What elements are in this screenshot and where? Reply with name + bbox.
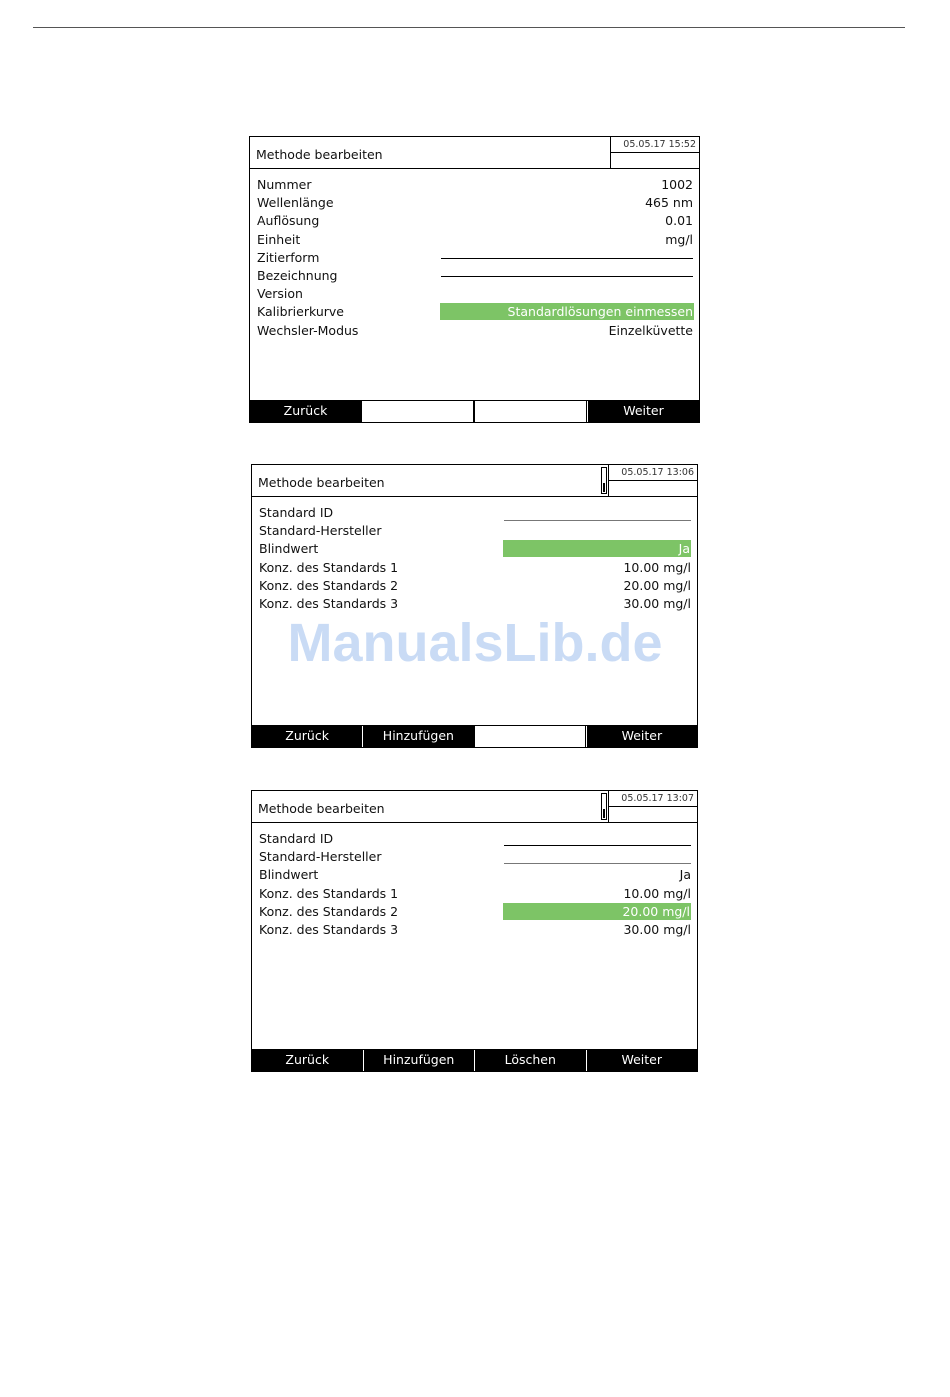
setting-label: Kalibrierkurve xyxy=(257,304,344,320)
setting-label: Auflösung xyxy=(257,213,320,229)
setting-row[interactable] xyxy=(252,848,697,866)
setting-value: 30.00 mg/l xyxy=(623,595,691,611)
empty-field-line[interactable] xyxy=(504,520,691,521)
softkey-bar xyxy=(250,400,699,422)
setting-label: Konz. des Standards 2 xyxy=(259,903,399,919)
setting-label: Bezeichnung xyxy=(257,267,338,283)
setting-row[interactable] xyxy=(250,249,699,267)
setting-row[interactable] xyxy=(250,231,699,249)
setting-label: Nummer xyxy=(257,177,312,192)
setting-value-selected[interactable]: Ja xyxy=(503,540,691,557)
screen-3-standards xyxy=(251,790,698,1072)
screen-1-method-edit xyxy=(249,136,700,423)
datetime-box xyxy=(608,465,697,496)
setting-row[interactable] xyxy=(252,522,697,540)
setting-value-selected[interactable]: 20.00 mg/l xyxy=(503,903,691,920)
settings-list xyxy=(252,830,697,939)
setting-label: Konz. des Standards 1 xyxy=(259,885,399,901)
setting-label: Zitierform xyxy=(257,249,320,265)
softkey-back[interactable]: Zurück xyxy=(250,401,361,422)
setting-value: Einzelküvette xyxy=(608,322,693,338)
setting-row-selected[interactable] xyxy=(250,303,699,321)
softkey-next[interactable]: Weiter xyxy=(587,401,699,422)
softkey-back[interactable]: Zurück xyxy=(252,726,362,747)
setting-row[interactable] xyxy=(250,267,699,285)
screen-2-standards xyxy=(251,464,698,748)
empty-field-line[interactable] xyxy=(441,258,693,259)
empty-field-line[interactable] xyxy=(504,863,691,864)
datetime-box xyxy=(610,137,699,168)
softkey-back[interactable]: Zurück xyxy=(252,1050,363,1071)
settings-list xyxy=(250,176,699,340)
watermark: ManualsLib.de xyxy=(287,613,663,673)
setting-row[interactable] xyxy=(250,212,699,230)
battery-icon xyxy=(601,467,607,494)
screen-header xyxy=(250,137,699,169)
setting-value: 0.01 xyxy=(665,213,693,229)
setting-value: 20.00 mg/l xyxy=(623,577,691,593)
softkey-delete[interactable]: Löschen xyxy=(474,1050,586,1071)
setting-value: 10.00 mg/l xyxy=(623,559,691,575)
battery-icon xyxy=(601,793,607,820)
setting-value: Ja xyxy=(679,867,691,883)
setting-value: 30.00 mg/l xyxy=(623,921,691,937)
setting-label: Standard ID xyxy=(259,831,334,846)
page-top-rule xyxy=(33,27,905,28)
setting-label: Standard ID xyxy=(259,505,334,520)
softkey-bar xyxy=(252,725,697,747)
softkey-empty[interactable] xyxy=(361,401,474,422)
setting-row[interactable] xyxy=(252,559,697,577)
setting-row[interactable] xyxy=(250,194,699,212)
setting-label: Einheit xyxy=(257,231,301,247)
softkey-empty[interactable] xyxy=(474,726,586,747)
setting-label: Konz. des Standards 1 xyxy=(259,559,399,575)
datetime: 05.05.17 13:06 xyxy=(621,467,694,478)
softkey-add[interactable]: Hinzufügen xyxy=(362,726,473,747)
screen-header xyxy=(252,791,697,823)
setting-row[interactable] xyxy=(252,504,697,522)
empty-field-line[interactable] xyxy=(441,276,693,277)
screen-title: Methode bearbeiten xyxy=(258,801,385,816)
setting-row[interactable] xyxy=(250,176,699,194)
setting-label: Konz. des Standards 3 xyxy=(259,921,399,937)
setting-row[interactable] xyxy=(252,577,697,595)
softkey-bar xyxy=(252,1049,697,1071)
setting-label: Wechsler-Modus xyxy=(257,322,359,338)
empty-field-line[interactable] xyxy=(504,845,691,846)
setting-value: 1002 xyxy=(661,177,693,192)
setting-label: Konz. des Standards 3 xyxy=(259,595,399,611)
setting-label: Konz. des Standards 2 xyxy=(259,577,399,593)
screen-header xyxy=(252,465,697,497)
datetime: 05.05.17 15:52 xyxy=(623,139,696,150)
setting-label: Standard-Hersteller xyxy=(259,849,382,865)
setting-row[interactable] xyxy=(252,830,697,848)
screen-title: Methode bearbeiten xyxy=(258,475,385,490)
setting-value-selected[interactable]: Standardlösungen einmessen xyxy=(440,303,694,320)
setting-label: Wellenlänge xyxy=(257,195,334,211)
softkey-add[interactable]: Hinzufügen xyxy=(363,1050,475,1071)
softkey-next[interactable]: Weiter xyxy=(586,1050,698,1071)
datetime-box xyxy=(608,791,697,822)
setting-row[interactable] xyxy=(252,595,697,613)
setting-row[interactable] xyxy=(250,285,699,303)
setting-row-selected[interactable] xyxy=(252,903,697,921)
setting-label: Version xyxy=(257,286,303,302)
setting-label: Standard-Hersteller xyxy=(259,523,382,539)
settings-list xyxy=(252,504,697,613)
softkey-empty[interactable] xyxy=(474,401,587,422)
setting-row[interactable] xyxy=(252,885,697,903)
setting-value: 10.00 mg/l xyxy=(623,885,691,901)
setting-row[interactable] xyxy=(250,322,699,340)
setting-value: 465 nm xyxy=(645,195,693,211)
setting-value: mg/l xyxy=(665,231,693,247)
datetime: 05.05.17 13:07 xyxy=(621,793,694,804)
setting-label: Blindwert xyxy=(259,867,319,883)
setting-label: Blindwert xyxy=(259,541,319,557)
setting-row[interactable] xyxy=(252,921,697,939)
screen-title: Methode bearbeiten xyxy=(256,147,383,162)
setting-row[interactable] xyxy=(252,866,697,884)
setting-row-selected[interactable] xyxy=(252,540,697,558)
softkey-next[interactable]: Weiter xyxy=(586,726,697,747)
